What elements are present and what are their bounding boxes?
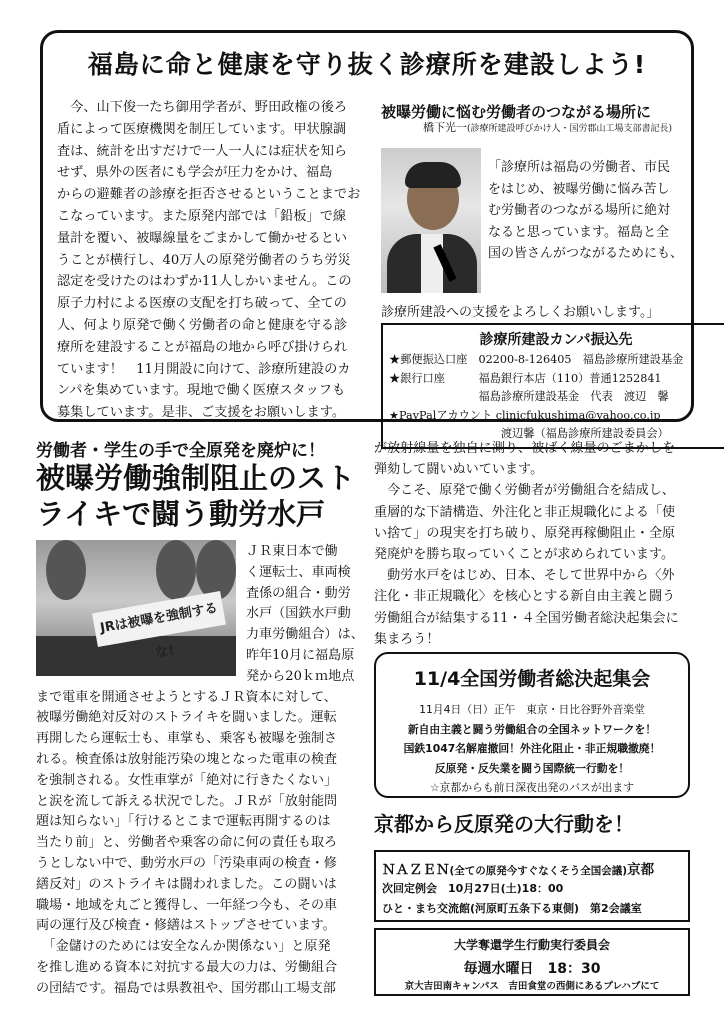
article-line: の団結です。福島では県教祖や、国労郡山工場支部 (36, 980, 336, 996)
speaker-role: (診療所建設呼びかけ人・国労郡山工場支部書記長) (467, 124, 673, 134)
intro-line: 認定を受けたのはわずか11人しかいません。この (57, 274, 352, 290)
speaker-quote (488, 157, 703, 265)
article-line: 査係の組合・動労 (246, 585, 351, 601)
article-line: まで電車を開通させようとするＪＲ資本に対して、 (36, 689, 337, 705)
intro-line: せず、県外の医者にも学会が圧力をかけ、福島 (57, 165, 333, 181)
donation-line: 福島診療所建設基金 代表 渡辺 馨 (389, 390, 669, 404)
speaker-credit (423, 119, 672, 135)
article-line: 繕反対」のストライキは闘われました。この闘いは (36, 876, 337, 892)
speaker-photo (381, 148, 481, 293)
rally-slogan: 新自由主義と闘う労働組合の全国ネットワークを！ (407, 722, 657, 736)
article-line: 重層的な下請構造、外注化と非正規職化による「使 (374, 504, 676, 520)
article-line: 集まろう！ (374, 631, 440, 647)
student-time: 毎週水曜日 18：30 (463, 961, 601, 977)
article-line: 動労水戸をはじめ、日本、そして世界中から〈外 (374, 568, 675, 584)
article-line: を推し進める資本に対抗する最大の力は、労働組合 (36, 959, 338, 975)
intro-line: ンパを集めています。現地で働く医療スタッフも (57, 383, 346, 399)
article-line: と涙を流して訴える状況でした。ＪＲが「放射能問 (36, 793, 338, 809)
donation-line: ★銀行口座 福島銀行本店（110）普通1252841 (389, 371, 662, 385)
intro-line: こなっています。また原発内部では「鉛板」で線 (57, 208, 347, 224)
rally-slogan: 反原発・反失業を闘う国際統一行動を！ (434, 761, 630, 775)
donation-title: 診療所建設カンパ振込先 (479, 332, 633, 348)
quote-line: 「診療所は福島の労働者、市民 (488, 160, 671, 175)
article-line: 力車労働組合）は、 (246, 627, 364, 643)
quote-line: 国の皆さんがつながるためにも、 (488, 246, 684, 261)
article-line: 今こそ、原発で働く労働者が労働組合を結成し、 (374, 483, 675, 499)
article-line: 当たり前」と、労働者や乗客の命に何の責任も取ろ (36, 835, 338, 851)
intro-line: ています！ 11月開設に向けて、診療所建設のカ (57, 361, 351, 377)
intro-line: 募集しています。是非、ご支援をお願いします。 (57, 405, 346, 421)
article-line: 被曝労働絶対反対のストライキを闘いました。運転 (36, 710, 337, 726)
headline-line: ライキで闘う動労水戸 (36, 497, 326, 531)
headline-line: 被曝労働強制阻止のスト (36, 461, 356, 495)
kyoto-headline: 京都から反原発の大行動を！ (374, 812, 634, 836)
rally-details (376, 700, 688, 798)
photo-banner-text: JRは被曝を強制するな! (92, 591, 226, 647)
student-title: 大学奪還学生行動実行委員会 (453, 938, 610, 952)
article-line: 水戸（国鉄水戸動 (246, 606, 351, 622)
article-subheading: 労働者・学生の手で全原発を廃炉に！ (36, 441, 325, 461)
intro-line: 今、山下俊一たち御用学者が、野田政権の後ろ (57, 100, 348, 115)
quote-line: 診療所建設への支援をよろしくお願いします。」 (381, 305, 660, 320)
article-line: い捨て」の現実を打ち破り、原発再稼働阻止・全原 (374, 525, 676, 541)
clinic-section (40, 30, 694, 441)
article-line: ＪＲ東日本で働 (246, 544, 338, 559)
article-line: 題は知らない」「行けるとこまで運転再開するのは (36, 814, 331, 830)
article-line: 両の運行及び検査・修繕はストップさせています。 (36, 918, 336, 934)
quote-heading: 被曝労働に悩む労働者のつながる場所に (381, 103, 652, 121)
article-line: 昨年10月に福島原 (246, 647, 355, 663)
intro-line: 原子力村による医療の支配を打ち破って、全ての (57, 296, 347, 312)
rally-slogan: 国鉄1047名解雇撤回！外注化阻止・非正規職撤廃！ (403, 742, 661, 755)
intro-line: 療所を建設することが福島の地から呼び掛けられ (57, 339, 348, 355)
intro-line: 盾によって医療機関を制圧しています。甲状腺調 (57, 121, 347, 137)
rally-bus-note: ☆京都からも前日深夜出発のバスが出ます (429, 781, 635, 794)
speaker-name: 橋下光一 (423, 121, 467, 134)
article-line: 労働組合が結集する11・４全国労働者総決起集会に (374, 610, 679, 626)
intro-paragraph (57, 97, 367, 424)
article-line: 発廃炉を勝ち取っていくことが求められています。 (374, 547, 675, 563)
nazen-meeting: 次回定例会 10月27日(土)18：00 (382, 882, 564, 895)
article-line: うとしない中で、動労水戸の「汚染車両の検査・修 (36, 855, 337, 871)
donation-line: ★郵便振込口座 02200-8-126405 福島診療所建設基金 (389, 353, 684, 366)
article-line: 再開したら運転士も、車掌も、乗客も被曝を強制さ (36, 731, 338, 747)
quote-line: をはじめ、被曝労働に悩み苦し (488, 181, 670, 197)
rally-title: 11/4全国労働者総決起集会 (413, 668, 651, 690)
article-line: 職場・地域を丸ごと獲得し、一年経つ今も、その車 (36, 897, 338, 913)
nazen-title (382, 858, 654, 878)
article-line: 注化・非正規職化〉を核心とする新自由主義と闘う (374, 589, 676, 605)
rally-date: 11月4日（日）正午 東京・日比谷野外音楽堂 (419, 703, 645, 716)
intro-line: 査は、統計を出すだけで一人一人には症状を知ら (57, 143, 348, 159)
article-body-left (36, 542, 374, 1000)
article-line: 「金儲けのためには安全なんか関係ない」と原発 (36, 939, 331, 955)
quote-line: む労働者のつながる場所に絶対 (488, 203, 671, 218)
student-place: 京大吉田南キャンパス 吉田食堂の西側にあるプレハブにて (404, 981, 660, 992)
article-headline (36, 460, 376, 532)
student-box (374, 928, 690, 996)
article-body-right (374, 438, 694, 650)
donation-details (389, 351, 683, 444)
nazen-place: ひと・まち交流館(河原町五条下る東側) 第2会議室 (382, 902, 642, 915)
rally-box (374, 652, 690, 798)
article-line: が放射線量を独自に測り、被ばく線量のごまかしを (374, 441, 676, 456)
intro-line: からの避難者の診療を拒否させるということまでお (57, 187, 361, 203)
intro-line: 人、何より原発で働く労働者の命と健康を守る診 (57, 317, 348, 333)
nazen-box (374, 850, 690, 922)
article-line: れる。検査係は放射能汚染の塊となった電車の検査 (36, 751, 338, 767)
donation-box (381, 323, 724, 449)
donation-line: 渡辺馨（福島診療所建設委員会） (389, 427, 669, 441)
nazen-name: ＮＡＺＥＮ (382, 862, 450, 878)
main-title: 福島に命と健康を守り抜く診療所を建設しよう! (87, 50, 647, 79)
article-line: 弾劾して闘いぬいています。 (374, 462, 544, 478)
nazen-city: 京都 (627, 862, 655, 878)
donation-line: ★PayPalアカウント clinicfukushima@yahoo.co.jp (389, 408, 661, 422)
intro-line: うことが横行し、40万人の原発労働者のうち労災 (57, 252, 351, 268)
article-line: 発から20ｋｍ地点 (246, 668, 355, 684)
article-line: を強制される。女性車掌が「絶対に行きたくない」 (36, 772, 338, 788)
article-line: く運転士、車両検 (246, 564, 351, 580)
quote-line: なると思っています。福島と全 (488, 224, 669, 240)
intro-line: 量計を覆い、被曝線量をごまかして働かせるとい (57, 230, 348, 246)
nazen-subtitle: (全ての原発今すぐなくそう全国会議) (449, 865, 628, 877)
